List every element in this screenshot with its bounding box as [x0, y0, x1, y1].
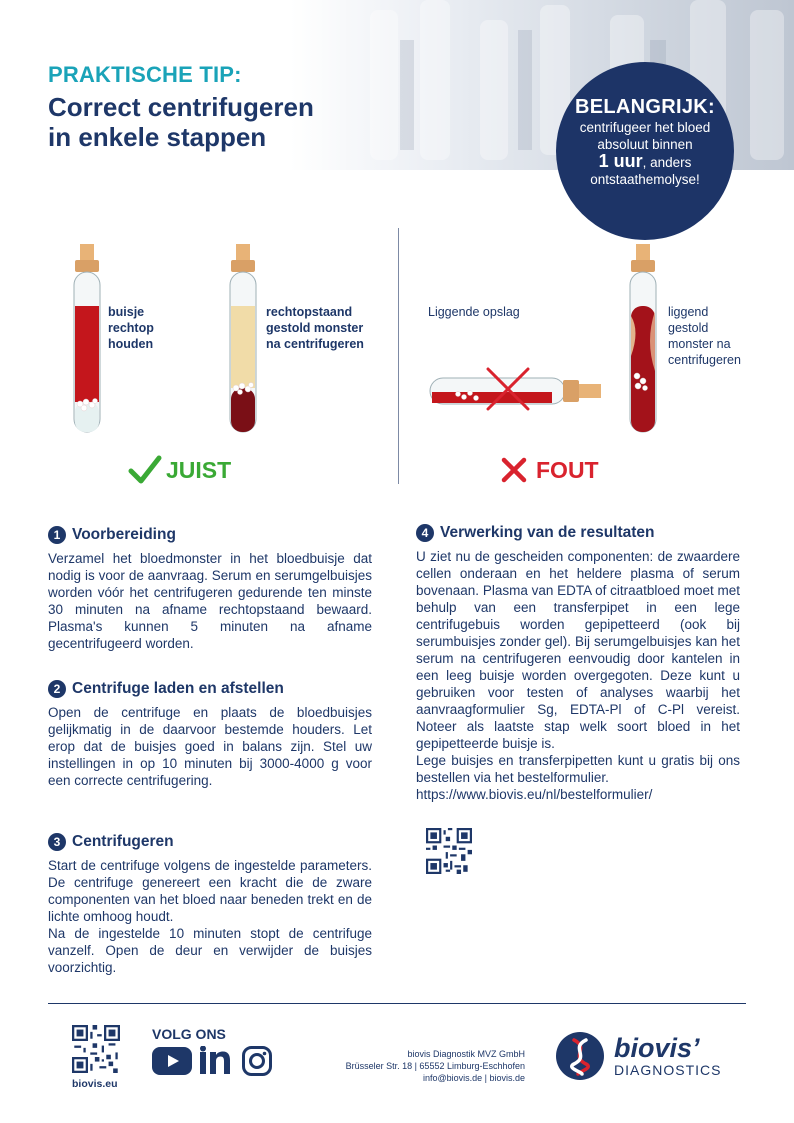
section-paragraph: Na de ingestelde 10 minuten stopt de centrifuge vanzelf. Open de deur en verwijder de buisjes voorzichtig. [48, 926, 372, 975]
step-number-badge: 1 [48, 526, 66, 544]
badge-line1: centrifugeer het bloed [579, 120, 711, 135]
page-title-line1: Correct centrifugeren [48, 92, 314, 122]
section-heading [416, 524, 740, 542]
qr-caption: biovis.eu [72, 1078, 118, 1090]
footer-divider [48, 1003, 746, 1004]
badge-heading: BELANGRIJK: [575, 96, 715, 118]
section-heading [48, 833, 372, 851]
page-kicker: PRAKTISCHE TIP: [48, 62, 242, 87]
biovis-logo [556, 1032, 721, 1080]
section-title: Centrifuge laden en afstellen [72, 680, 284, 697]
verdict-correct-label: JUIST [166, 456, 232, 483]
company-address: Brüsseler Str. 18 | 65552 Limburg-Eschhofen [345, 1061, 525, 1071]
step-number-badge: 3 [48, 833, 66, 851]
instagram-icon[interactable] [242, 1046, 272, 1076]
badge-line3 [556, 153, 734, 171]
badge-emphasis: 1 uur [598, 151, 643, 171]
order-form-qr-code[interactable] [426, 828, 472, 874]
section-paragraph: U ziet nu de gescheiden componenten: de zwaardere cellen onderaan en het heldere plasma of serum bovenaan. Plasma van EDTA of citraatbloed moet met behulp van een transferpipet in een lege centrifugebuis worden gepipetteerd (ook bij serumbuisjes zonder gel). Bij serumgelbuisjes kan het serum na centrifugeren eenvoudig door kantelen in een leeg buisje worden overgegoten. Deze kunt u gebruiken voor testen of analyses waarbij het aanvraagformulier Sg, EDTA-Pl of C-Pl vereist. Noteer als laatste stap welk soort bloed in het gepipetteerde buisje is. [416, 549, 740, 751]
section-heading [48, 680, 372, 698]
verdict-correct [128, 454, 231, 486]
step-number-badge: 2 [48, 680, 66, 698]
social-links [152, 1046, 272, 1076]
badge-line3-rest: , anders [642, 155, 692, 170]
illustration-divider [398, 228, 399, 484]
x-icon [500, 456, 528, 484]
tube-lying [430, 369, 601, 409]
brand-name: biovis’ [614, 1033, 700, 1063]
page-title-line2: in enkele stappen [48, 122, 267, 152]
tube2-label: rechtopstaand gestold monster na centrifugeren [266, 305, 364, 351]
section-paragraph: Lege buisjes en transferpipetten kunt u gratis bij ons bestellen via het bestelformulier. [416, 753, 740, 785]
section-paragraph: Start de centrifuge volgens de ingestelde parameters. De centrifuge genereert een kracht die de zware componenten van het bloed naar beneden trekt en de lichte omhoog houdt. [48, 858, 372, 924]
section-title: Verwerking van de resultaten [440, 524, 655, 541]
section-body [416, 548, 740, 803]
youtube-icon[interactable] [152, 1046, 192, 1076]
step-number-badge: 4 [416, 524, 434, 542]
section-body [48, 704, 372, 789]
badge-line4: ontstaathemolyse! [590, 172, 700, 187]
dna-logo-icon [556, 1032, 604, 1080]
linkedin-icon[interactable] [200, 1046, 234, 1076]
lying-storage-label: Liggende opslag [428, 305, 520, 319]
verdict-wrong-label: FOUT [536, 456, 599, 483]
tube4-label: liggend gestold monster na centrifugeren [668, 305, 741, 367]
company-name: biovis Diagnostik MVZ GmbH [407, 1049, 525, 1059]
check-icon [128, 454, 162, 486]
section-body [48, 857, 372, 976]
important-badge [556, 62, 734, 240]
brand-subtitle: DIAGNOSTICS [614, 1062, 722, 1078]
company-contact [300, 1048, 525, 1084]
company-contact-line[interactable]: info@biovis.de | biovis.de [422, 1073, 525, 1083]
tube1-label: buisje rechtop houden [108, 305, 154, 351]
section-paragraph: Open de centrifuge en plaats de bloedbuisjes gelijkmatig in de daarvoor bestemde houders. Let erop dat de buisjes goed in balans zijn. Stel uw instellingen in op 10 minuten bij 3000-4000 g voor een correcte centrifugering. [48, 705, 372, 788]
tube-upright-blood [74, 244, 100, 432]
section-heading [48, 526, 372, 544]
section-title: Centrifugeren [72, 833, 174, 850]
order-form-link[interactable]: https://www.biovis.eu/nl/bestelformulier/ [416, 787, 653, 802]
verdict-wrong [500, 456, 599, 484]
tube-lying-clotted [630, 244, 656, 432]
section-centrifuging [48, 833, 372, 976]
section-loading [48, 680, 372, 789]
section-preparation [48, 526, 372, 652]
section-body [48, 550, 372, 652]
tube-upright-clotted [230, 244, 256, 432]
section-results [416, 524, 740, 803]
badge-line2: absoluut binnen [597, 137, 693, 152]
section-title: Voorbereiding [72, 526, 176, 543]
biovis-qr-code[interactable] [72, 1025, 120, 1073]
follow-us-label: VOLG ONS [152, 1026, 226, 1042]
section-paragraph: Verzamel het bloedmonster in het bloedbuisje dat nodig is voor de aanvraag. Serum en serumgelbuisjes worden vóór het centrifugeren gedurende ten minste 30 minuten na afname rechtopstaand bewaard. Plasma's kunnen 5 minuten na afname gecentrifugeerd worden. [48, 551, 372, 651]
